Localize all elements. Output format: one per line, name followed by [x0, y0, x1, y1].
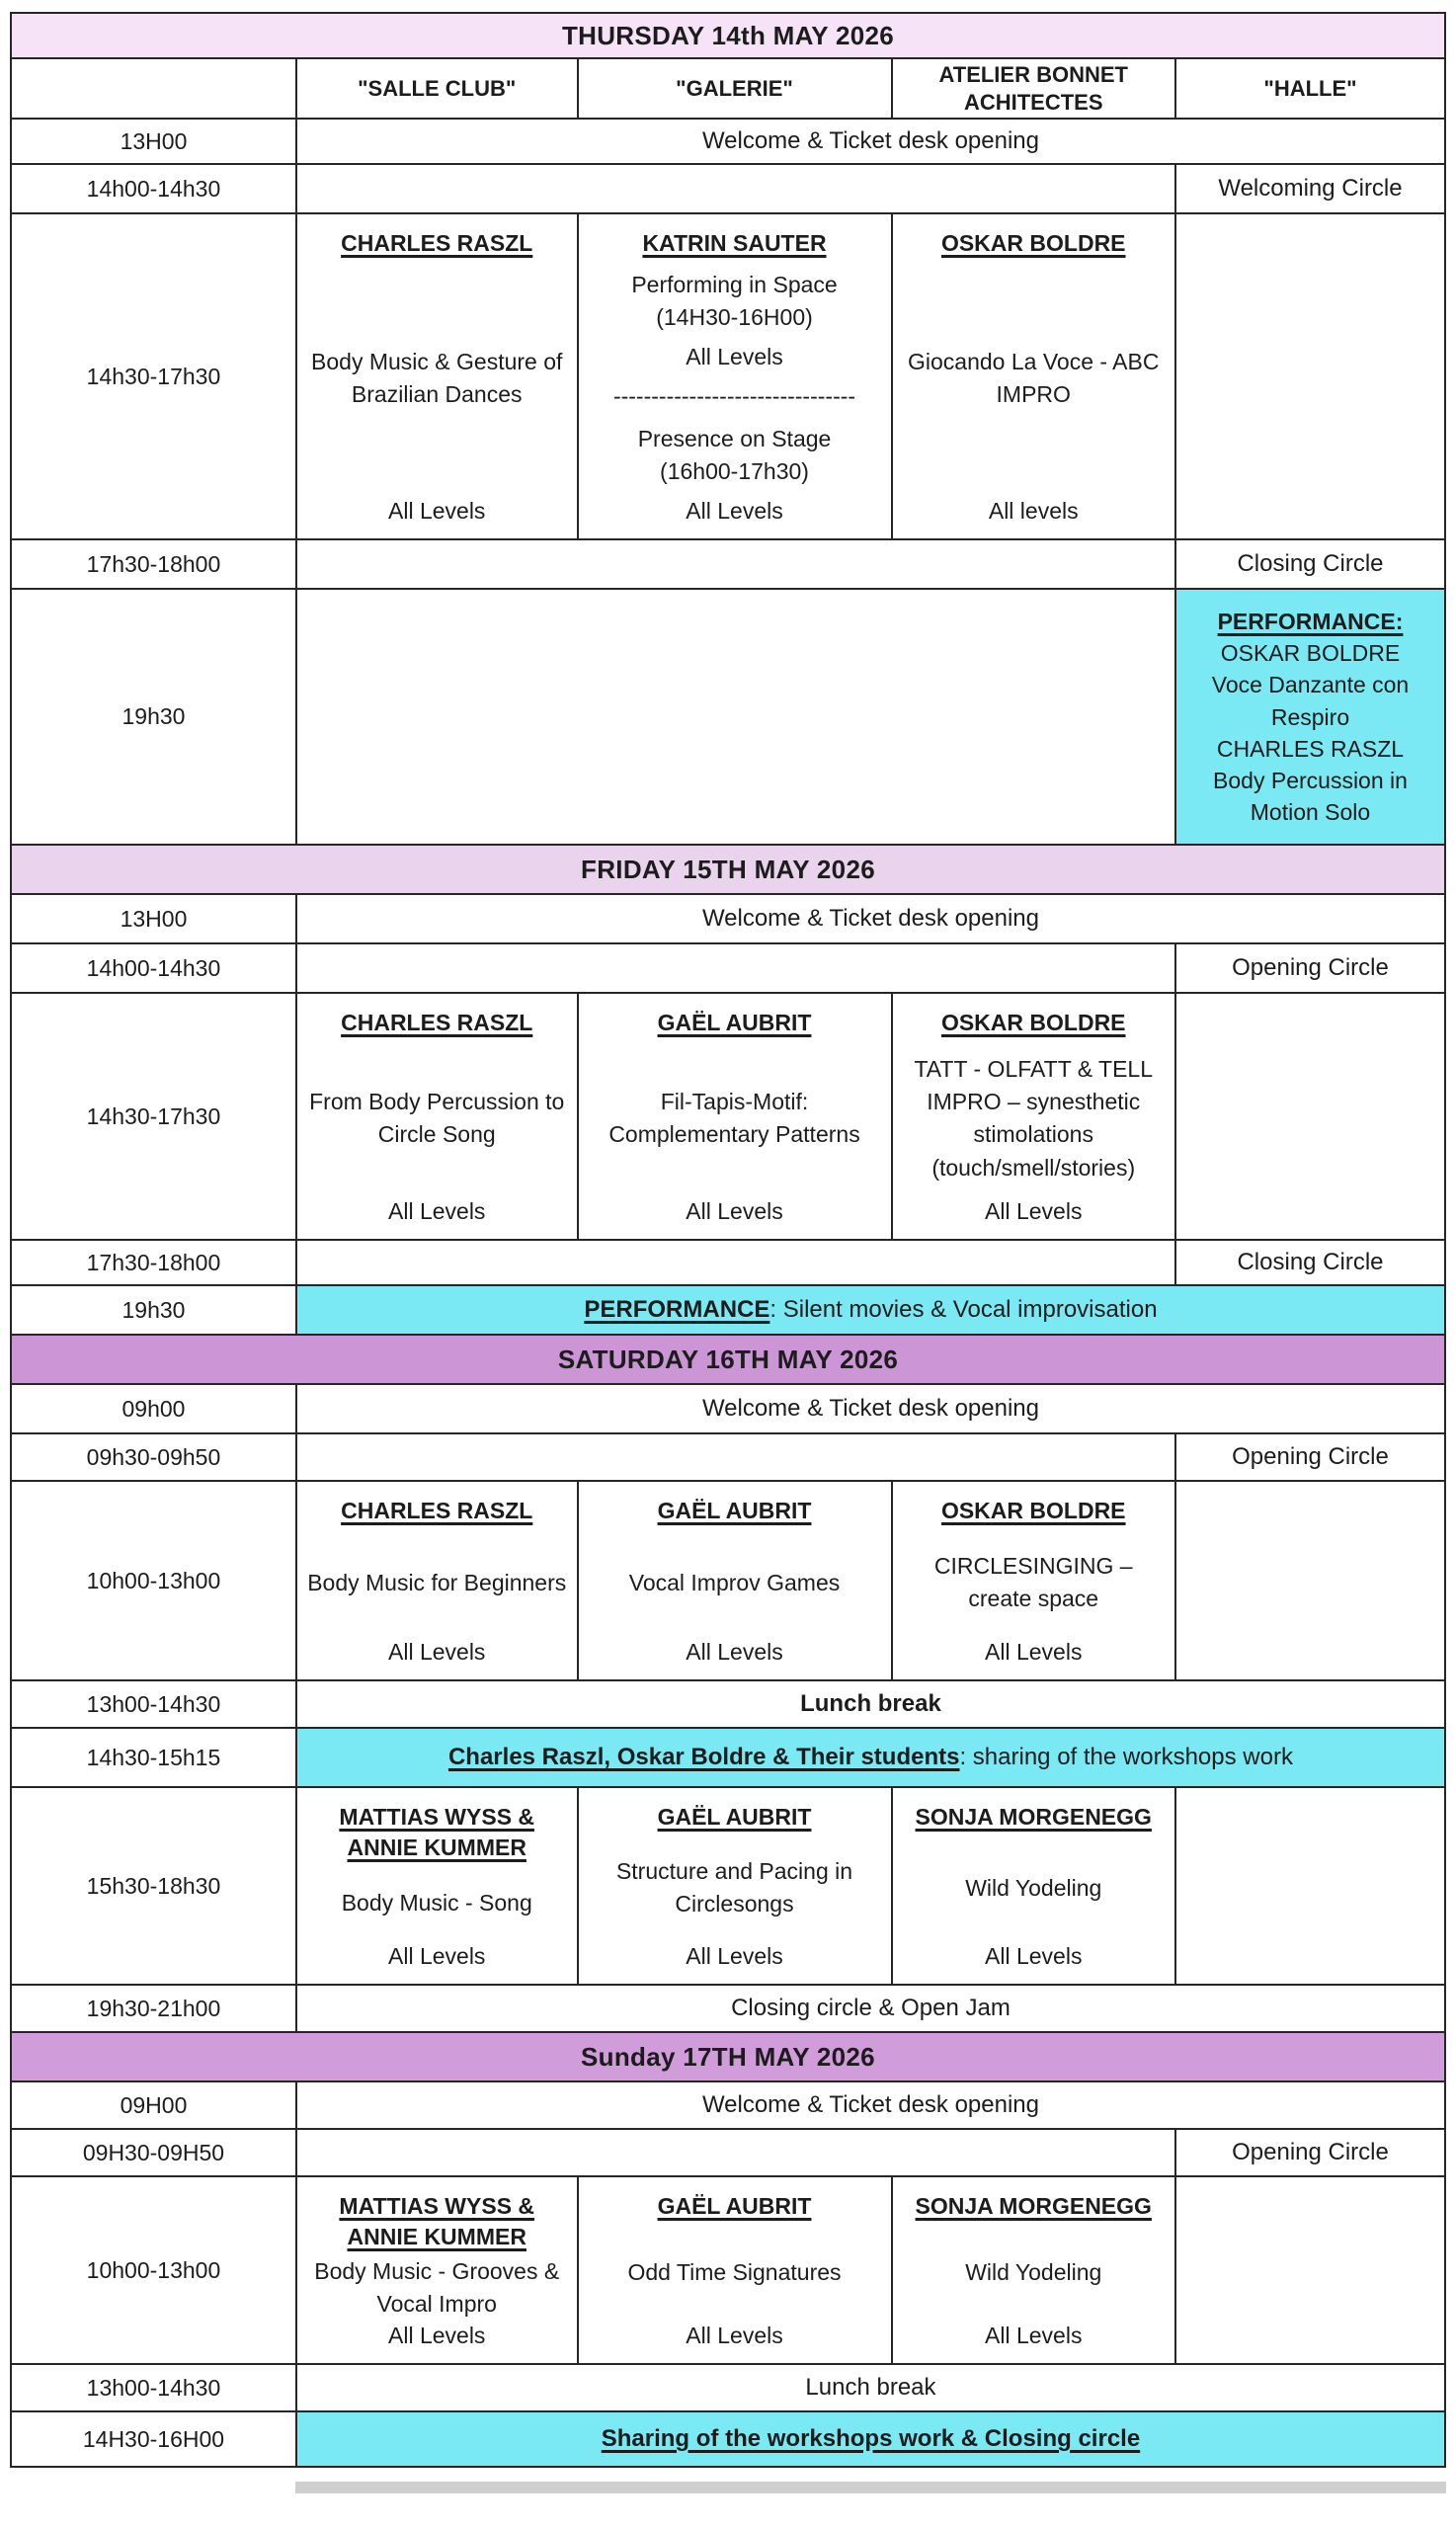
workshop-title: Giocando La Voce - ABC IMPRO — [908, 348, 1160, 408]
event-cell: Lunch break — [296, 1680, 1445, 1728]
level-label: All Levels — [985, 1639, 1083, 1666]
friday-workshops-row — [11, 993, 1445, 1240]
level-label: All Levels — [388, 1943, 486, 1970]
time-cell: 09H00 — [11, 2081, 296, 2129]
teacher-name: MATTIAS WYSS & ANNIE KUMMER — [339, 1804, 535, 1861]
teacher-name: OSKAR BOLDRE — [940, 1010, 1126, 1036]
workshop-title: Odd Time Signatures — [627, 2258, 842, 2285]
workshop-title: CIRCLESINGING – create space — [933, 1552, 1133, 1612]
workshop-title: Fil-Tapis-Motif: Complementary Patterns — [608, 1088, 860, 1148]
workshop-cell-atelier — [892, 993, 1175, 1240]
time-cell: 14h00-14h30 — [11, 164, 296, 213]
performance-cell — [1175, 589, 1445, 845]
workshop-cell-galerie — [578, 1787, 892, 1985]
empty-cell — [296, 589, 1175, 845]
level-label: All Levels — [388, 497, 486, 524]
saturday-opening-circle-row — [11, 1433, 1445, 1481]
time-cell: 14h30-15h15 — [11, 1728, 296, 1787]
workshop-cell-salle-club — [296, 1481, 578, 1680]
performer-name: CHARLES RASZL — [1216, 735, 1405, 762]
workshop-cell-galerie — [578, 213, 892, 539]
teacher-name: CHARLES RASZL — [341, 1498, 533, 1524]
workshop-time: (14H30-16H00) — [656, 304, 813, 331]
day-banner-saturday — [11, 1335, 1445, 1384]
empty-cell — [296, 1433, 1175, 1481]
time-cell: 10h00-13h00 — [11, 2176, 296, 2364]
venue-header-galerie: "GALERIE" — [578, 58, 892, 119]
teacher-name: GAËL AUBRIT — [657, 1498, 812, 1524]
teacher-name: OSKAR BOLDRE — [940, 230, 1126, 256]
workshop-cell-salle-club — [296, 993, 578, 1240]
thursday-closing-circle-row — [11, 539, 1445, 589]
teacher-name: CHARLES RASZL — [341, 1010, 533, 1036]
cropped-row-artifact — [295, 2482, 1446, 2493]
empty-cell — [296, 2129, 1175, 2176]
time-cell: 09h00 — [11, 1384, 296, 1433]
workshop-cell-atelier — [892, 1787, 1175, 1985]
event-cell: Closing Circle — [1175, 1240, 1445, 1285]
workshop-title: Wild Yodeling — [965, 1874, 1102, 1901]
venue-header-salle-club: "SALLE CLUB" — [296, 58, 578, 119]
level-label: All Levels — [686, 1943, 783, 1970]
time-cell: 13h00-14h30 — [11, 2364, 296, 2411]
saturday-lunch-row — [11, 1680, 1445, 1728]
event-cell: Welcome & Ticket desk opening — [296, 119, 1445, 164]
session-divider: -------------------------------- — [612, 382, 856, 409]
level-label: All Levels — [686, 1639, 783, 1666]
event-cell: Closing Circle — [1175, 539, 1445, 589]
thursday-workshops-row — [11, 213, 1445, 539]
time-cell: 14h00-14h30 — [11, 943, 296, 993]
time-cell: 14h30-17h30 — [11, 213, 296, 539]
venue-header-halle: "HALLE" — [1175, 58, 1445, 119]
sharing-description: Sharing of the workshops work & Closing circle — [601, 2425, 1141, 2453]
event-cell: Opening Circle — [1175, 1433, 1445, 1481]
workshop-title: From Body Percussion to Circle Song — [309, 1088, 565, 1148]
event-cell: Welcoming Circle — [1175, 164, 1445, 213]
teacher-name: GAËL AUBRIT — [657, 1804, 812, 1831]
event-cell: Opening Circle — [1175, 943, 1445, 993]
empty-cell — [296, 164, 1175, 213]
teacher-name: KATRIN SAUTER — [642, 230, 827, 256]
event-cell: Opening Circle — [1175, 2129, 1445, 2176]
day-banner-friday-label: FRIDAY 15TH MAY 2026 — [11, 845, 1445, 894]
friday-closing-circle-row — [11, 1240, 1445, 1285]
teacher-name: SONJA MORGENEGG — [915, 2193, 1152, 2220]
performance-cell — [296, 1285, 1445, 1335]
festival-schedule-table — [10, 12, 1446, 2468]
workshop-title: Structure and Pacing in Circlesongs — [615, 1857, 853, 1917]
day-banner-friday — [11, 845, 1445, 894]
time-cell: 14H30-16H00 — [11, 2411, 296, 2467]
time-cell: 13H00 — [11, 119, 296, 164]
workshop-cell-galerie — [578, 2176, 892, 2364]
day-banner-thursday — [11, 13, 1445, 58]
level-label: All levels — [988, 497, 1079, 524]
workshop-cell-galerie — [578, 993, 892, 1240]
time-cell: 19h30-21h00 — [11, 1985, 296, 2032]
workshop-cell-atelier — [892, 2176, 1175, 2364]
teacher-name: GAËL AUBRIT — [657, 1010, 812, 1036]
event-cell: Closing circle & Open Jam — [296, 1985, 1445, 2032]
teacher-name: MATTIAS WYSS & ANNIE KUMMER — [339, 2193, 535, 2250]
workshop-title: Wild Yodeling — [965, 2258, 1102, 2285]
workshop-title: Body Music & Gesture of Brazilian Dances — [311, 348, 563, 408]
empty-cell — [1175, 993, 1445, 1240]
time-cell: 14h30-17h30 — [11, 993, 296, 1240]
sunday-sharing-row — [11, 2411, 1445, 2467]
saturday-afternoon-workshops-row — [11, 1787, 1445, 1985]
performance-description: : Silent movies & Vocal improvisation — [769, 1296, 1158, 1324]
empty-cell — [1175, 1787, 1445, 1985]
time-cell: 19h30 — [11, 1285, 296, 1335]
teacher-name: SONJA MORGENEGG — [915, 1804, 1152, 1831]
time-cell: 10h00-13h00 — [11, 1481, 296, 1680]
workshop-cell-salle-club — [296, 1787, 578, 1985]
event-cell: Welcome & Ticket desk opening — [296, 2081, 1445, 2129]
level-label: All Levels — [388, 1198, 486, 1225]
time-cell: 15h30-18h30 — [11, 1787, 296, 1985]
time-cell: 19h30 — [11, 589, 296, 845]
sunday-opening-circle-row — [11, 2129, 1445, 2176]
performance-heading: PERFORMANCE: — [1217, 609, 1404, 634]
saturday-welcome-row — [11, 1384, 1445, 1433]
time-cell: 13H00 — [11, 894, 296, 943]
workshop-title: Vocal Improv Games — [628, 1569, 841, 1595]
workshop-title: TATT - OLFATT & TELL IMPRO – synesthetic stimolations (touch/smell/stories) — [914, 1055, 1154, 1181]
performance-piece: Body Percussion in Motion Solo — [1213, 767, 1408, 826]
friday-performance-row — [11, 1285, 1445, 1335]
performer-name: OSKAR BOLDRE — [1220, 640, 1401, 667]
empty-cell — [296, 943, 1175, 993]
friday-opening-circle-row — [11, 943, 1445, 993]
workshop-title: Body Music for Beginners — [307, 1569, 567, 1595]
day-banner-sunday — [11, 2032, 1445, 2081]
time-cell: 17h30-18h00 — [11, 1240, 296, 1285]
time-cell: 13h00-14h30 — [11, 1680, 296, 1728]
thursday-welcome-row — [11, 119, 1445, 164]
workshop-cell-salle-club — [296, 213, 578, 539]
teacher-name: OSKAR BOLDRE — [940, 1498, 1126, 1524]
day-banner-thursday-label: THURSDAY 14th MAY 2026 — [11, 13, 1445, 58]
sunday-lunch-row — [11, 2364, 1445, 2411]
corner-cell — [11, 58, 296, 119]
saturday-closing-row — [11, 1985, 1445, 2032]
workshop-title: Body Music - Grooves & Vocal Impro — [314, 2257, 560, 2317]
time-cell: 09H30-09H50 — [11, 2129, 296, 2176]
event-cell: Welcome & Ticket desk opening — [296, 894, 1445, 943]
empty-cell — [1175, 213, 1445, 539]
workshop-cell-galerie — [578, 1481, 892, 1680]
workshop-time: (16h00-17h30) — [660, 457, 809, 484]
level-label: All Levels — [686, 2323, 783, 2349]
workshop-title: Performing in Space — [631, 271, 838, 297]
sharing-cell — [296, 1728, 1445, 1787]
sharing-description: : sharing of the workshops work — [959, 1744, 1293, 1771]
day-banner-sunday-label: Sunday 17TH MAY 2026 — [11, 2032, 1445, 2081]
level-label: All Levels — [985, 2323, 1083, 2349]
workshop-title: Body Music - Song — [341, 1890, 532, 1917]
workshop-cell-salle-club — [296, 2176, 578, 2364]
level-label: All Levels — [686, 1198, 783, 1225]
workshop-cell-atelier — [892, 213, 1175, 539]
sunday-welcome-row — [11, 2081, 1445, 2129]
workshop-title: Presence on Stage — [637, 425, 832, 451]
thursday-performance-row — [11, 589, 1445, 845]
workshop-cell-atelier — [892, 1481, 1175, 1680]
teacher-name: GAËL AUBRIT — [657, 2193, 812, 2220]
time-cell: 17h30-18h00 — [11, 539, 296, 589]
level-label: All Levels — [388, 1639, 486, 1666]
empty-cell — [296, 539, 1175, 589]
sharing-presenters: Charles Raszl, Oskar Boldre & Their students — [447, 1744, 960, 1771]
day-banner-saturday-label: SATURDAY 16TH MAY 2026 — [11, 1335, 1445, 1384]
level-label: All Levels — [686, 497, 783, 524]
time-cell: 09h30-09h50 — [11, 1433, 296, 1481]
level-label: All Levels — [388, 2323, 486, 2349]
teacher-name: CHARLES RASZL — [341, 230, 533, 256]
level-label: All Levels — [985, 1943, 1083, 1970]
performance-piece: Voce Danzante con Respiro — [1211, 672, 1410, 730]
venue-header-row — [11, 58, 1445, 119]
venue-header-atelier-bonnet: ATELIER BONNET ACHITECTES — [892, 58, 1175, 119]
level-label: All Levels — [985, 1198, 1083, 1225]
event-cell: Lunch break — [296, 2364, 1445, 2411]
empty-cell — [1175, 1481, 1445, 1680]
performance-heading: PERFORMANCE — [584, 1296, 770, 1324]
level-label: All Levels — [686, 344, 783, 370]
thursday-welcoming-circle-row — [11, 164, 1445, 213]
friday-welcome-row — [11, 894, 1445, 943]
event-cell: Welcome & Ticket desk opening — [296, 1384, 1445, 1433]
saturday-morning-workshops-row — [11, 1481, 1445, 1680]
saturday-sharing-row — [11, 1728, 1445, 1787]
empty-cell — [296, 1240, 1175, 1285]
empty-cell — [1175, 2176, 1445, 2364]
sunday-morning-workshops-row — [11, 2176, 1445, 2364]
sharing-cell — [296, 2411, 1445, 2467]
